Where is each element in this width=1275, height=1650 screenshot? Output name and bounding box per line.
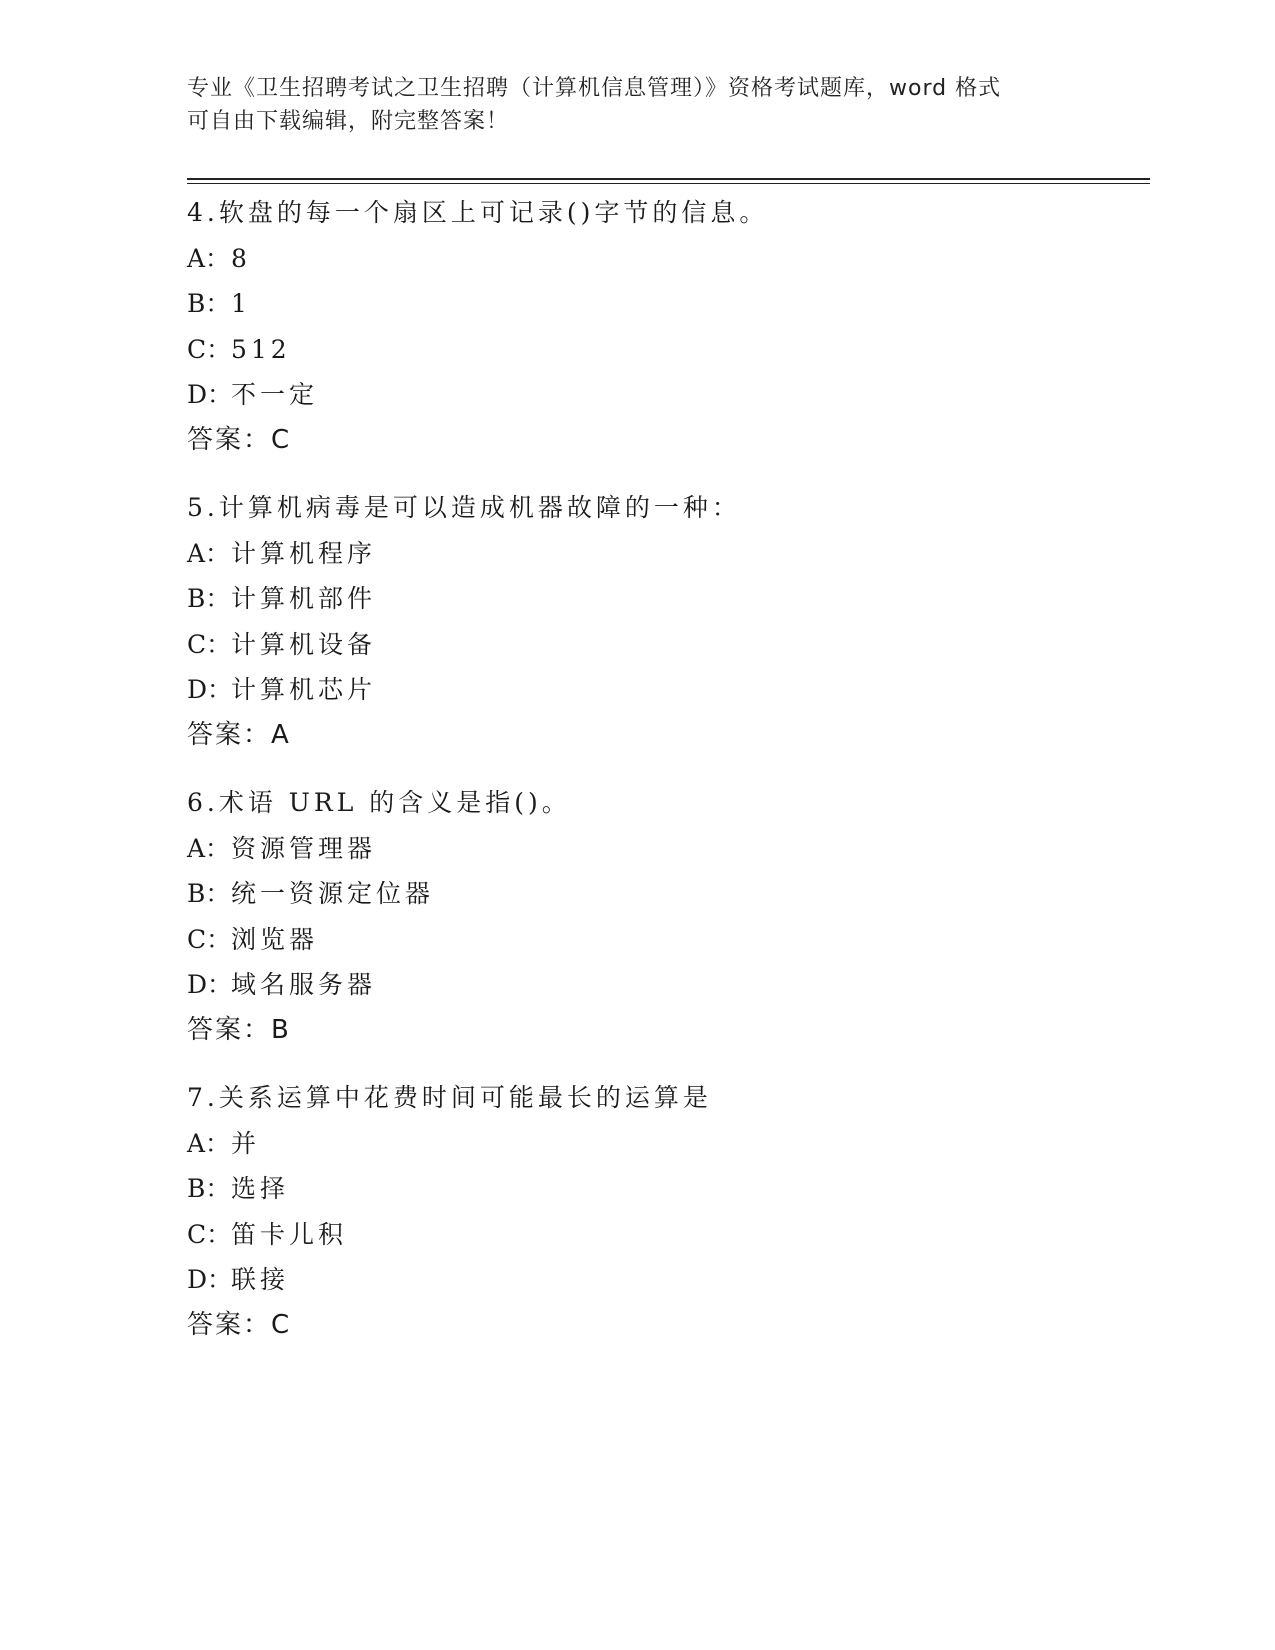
option-letter: D： — [187, 1265, 233, 1294]
option-a — [187, 531, 1147, 577]
option-text: 资源管理器 — [231, 833, 377, 863]
question-block — [187, 190, 1147, 463]
option-letter: D： — [187, 970, 233, 999]
header-divider-thin — [187, 183, 1150, 184]
option-a — [187, 236, 1147, 282]
question-text: 7.关系运算中花费时间可能最长的运算是 — [187, 1083, 712, 1112]
header-divider-thick — [187, 178, 1150, 180]
option-d — [187, 667, 1147, 713]
question-text: 4.软盘的每一个扇区上可记录()字节的信息。 — [187, 198, 769, 227]
option-letter: C： — [187, 1219, 232, 1249]
question-list — [187, 190, 1147, 1370]
option-letter: B： — [187, 1174, 231, 1203]
question-block — [187, 780, 1147, 1053]
option-text: 计算机设备 — [231, 629, 377, 659]
option-text: 不一定 — [231, 380, 319, 409]
option-text: 1 — [231, 289, 251, 318]
document-header — [187, 72, 1087, 138]
option-letter: C： — [187, 629, 232, 659]
header-line-1: 专业《卫生招聘考试之卫生招聘（计算机信息管理）》资格考试题库，word 格式 — [187, 76, 1002, 101]
option-text: 8 — [231, 243, 251, 273]
option-letter: A： — [187, 538, 231, 568]
option-c — [187, 917, 1147, 963]
option-d — [187, 962, 1147, 1008]
answer-line: 答案：C — [187, 1309, 292, 1340]
option-letter: A： — [187, 1128, 231, 1158]
option-b — [187, 1166, 1147, 1212]
option-letter: B： — [187, 879, 231, 908]
option-a — [187, 826, 1147, 872]
option-text: 并 — [231, 1128, 261, 1158]
option-letter: B： — [187, 289, 231, 318]
option-letter: C： — [187, 334, 232, 364]
option-c — [187, 622, 1147, 668]
option-letter: A： — [187, 243, 231, 273]
option-b — [187, 576, 1147, 622]
option-a — [187, 1121, 1147, 1167]
answer-line: 答案：C — [187, 424, 292, 455]
option-b — [187, 281, 1147, 327]
option-text: 计算机部件 — [231, 584, 377, 613]
option-text: 联接 — [231, 1265, 290, 1294]
option-letter: C： — [187, 924, 232, 954]
option-letter: A： — [187, 833, 231, 863]
answer-line: 答案：A — [187, 719, 291, 750]
option-text: 笛卡儿积 — [231, 1219, 348, 1249]
option-letter: D： — [187, 675, 233, 704]
option-text: 域名服务器 — [231, 970, 377, 999]
option-letter: B： — [187, 584, 231, 613]
option-text: 浏览器 — [231, 924, 319, 954]
question-block — [187, 1075, 1147, 1348]
question-text: 6.术语 URL 的含义是指()。 — [187, 788, 571, 817]
option-c — [187, 1212, 1147, 1258]
answer-line: 答案：B — [187, 1014, 291, 1045]
option-d — [187, 372, 1147, 418]
header-line-2: 可自由下载编辑，附完整答案！ — [187, 109, 510, 134]
option-text: 计算机程序 — [231, 538, 377, 568]
option-c — [187, 327, 1147, 373]
option-text: 计算机芯片 — [231, 675, 377, 704]
option-text: 统一资源定位器 — [231, 879, 435, 908]
option-text: 512 — [231, 334, 291, 364]
question-text: 5.计算机病毒是可以造成机器故障的一种： — [187, 493, 741, 522]
question-block — [187, 485, 1147, 758]
option-text: 选择 — [231, 1174, 290, 1203]
option-b — [187, 871, 1147, 917]
option-letter: D： — [187, 380, 233, 409]
option-d — [187, 1257, 1147, 1303]
